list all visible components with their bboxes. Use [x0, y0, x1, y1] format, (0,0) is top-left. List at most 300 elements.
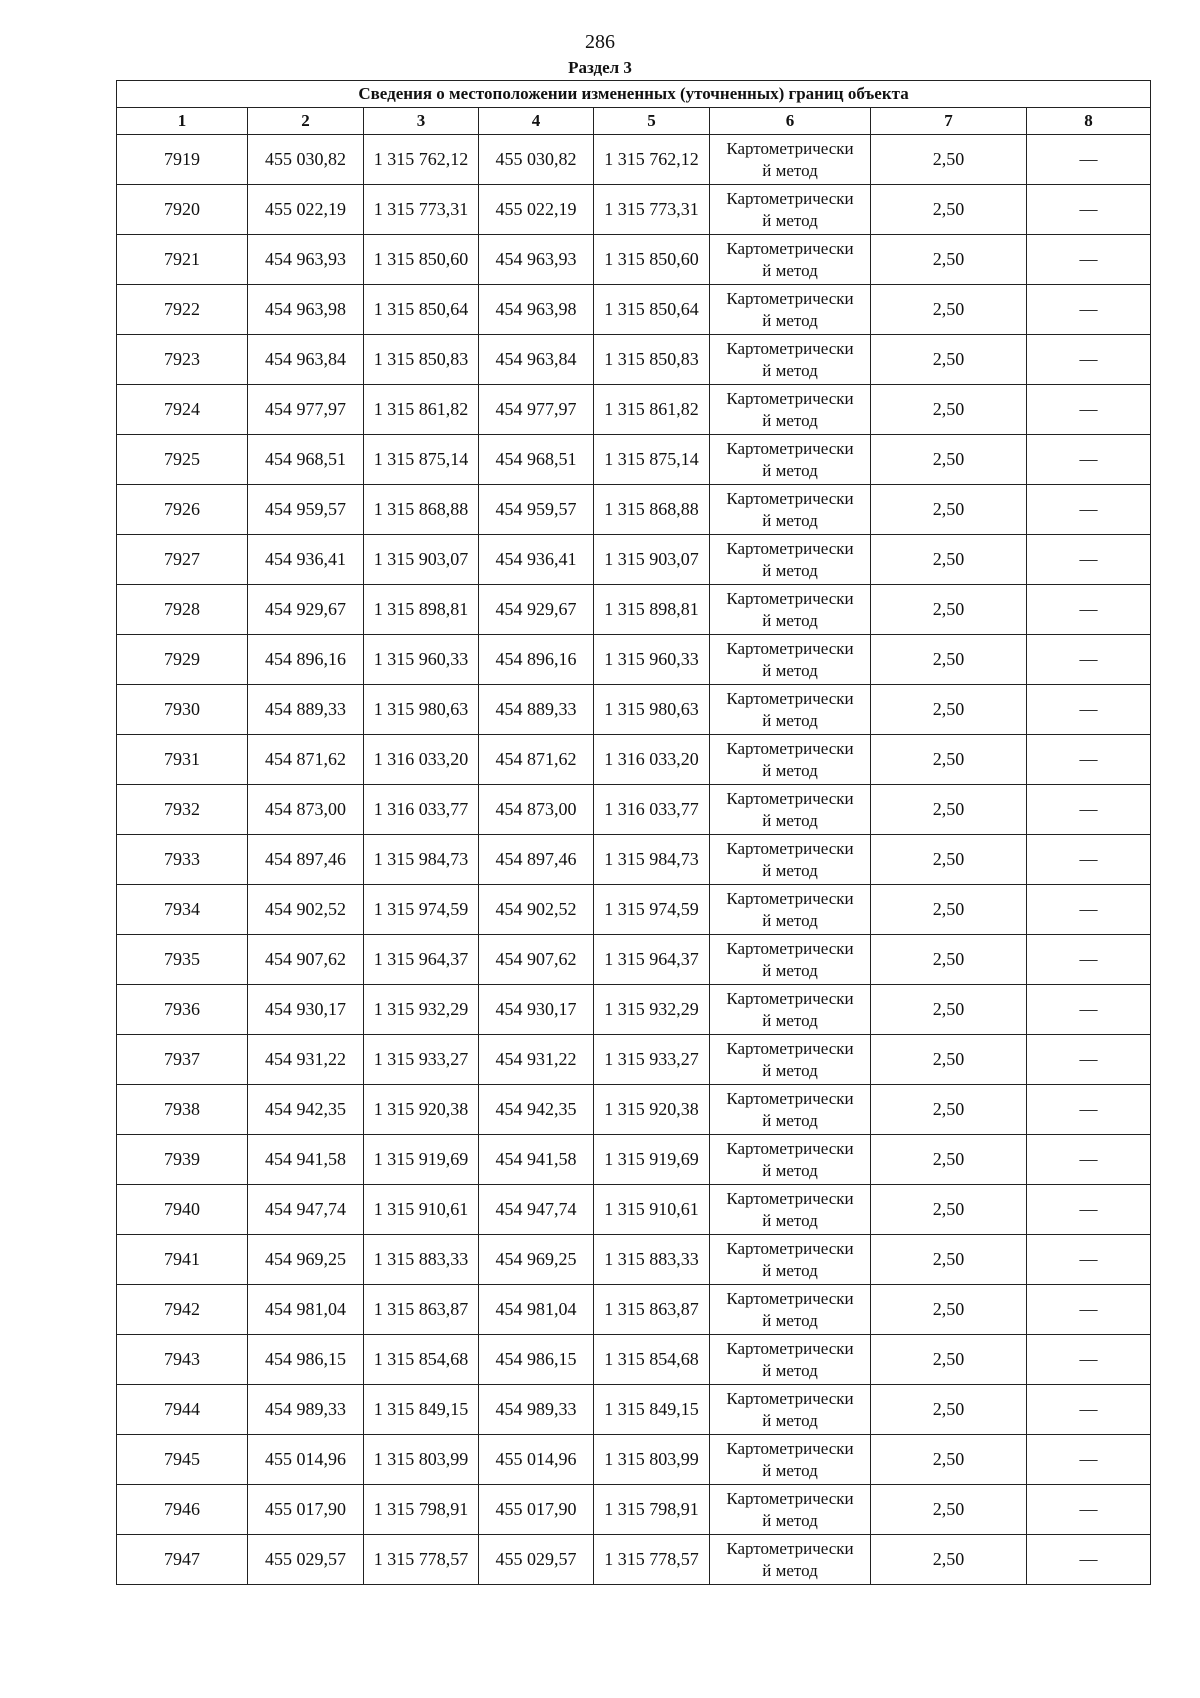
note-cell: — [1027, 1135, 1151, 1185]
y-existing-cell: 1 315 919,69 [364, 1135, 479, 1185]
accuracy-cell: 2,50 [871, 635, 1027, 685]
y-existing-cell: 1 315 875,14 [364, 435, 479, 485]
method-line-1: Картометрически [726, 1538, 854, 1558]
method-line-2: й метод [762, 710, 818, 730]
method-line-1: Картометрически [726, 688, 854, 708]
table-row [117, 735, 1151, 785]
x-existing-cell: 454 936,41 [248, 535, 364, 585]
x-existing-cell: 455 017,90 [248, 1485, 364, 1535]
y-refined-cell: 1 315 762,12 [594, 135, 710, 185]
accuracy-cell: 2,50 [871, 335, 1027, 385]
method-line-2: й метод [762, 1060, 818, 1080]
y-existing-cell: 1 315 798,91 [364, 1485, 479, 1535]
x-existing-cell: 454 963,84 [248, 335, 364, 385]
x-existing-cell: 454 873,00 [248, 785, 364, 835]
column-header-6: 6 [710, 108, 871, 135]
method-line-1: Картометрически [726, 1388, 854, 1408]
y-refined-cell: 1 315 919,69 [594, 1135, 710, 1185]
y-existing-cell: 1 315 898,81 [364, 585, 479, 635]
point-number-cell: 7919 [117, 135, 248, 185]
x-refined-cell: 454 896,16 [479, 635, 594, 685]
note-cell: — [1027, 885, 1151, 935]
method-line-2: й метод [762, 1460, 818, 1480]
y-refined-cell: 1 315 980,63 [594, 685, 710, 735]
note-cell: — [1027, 485, 1151, 535]
accuracy-cell: 2,50 [871, 585, 1027, 635]
method-cell [710, 1135, 871, 1185]
x-refined-cell: 454 977,97 [479, 385, 594, 435]
y-refined-cell: 1 315 854,68 [594, 1335, 710, 1385]
method-line-1: Картометрически [726, 838, 854, 858]
x-existing-cell: 454 947,74 [248, 1185, 364, 1235]
x-existing-cell: 454 902,52 [248, 885, 364, 935]
table-row [117, 435, 1151, 485]
x-refined-cell: 454 963,84 [479, 335, 594, 385]
x-refined-cell: 455 014,96 [479, 1435, 594, 1485]
x-existing-cell: 455 014,96 [248, 1435, 364, 1485]
note-cell: — [1027, 435, 1151, 485]
table-row [117, 485, 1151, 535]
note-cell: — [1027, 635, 1151, 685]
point-number-cell: 7931 [117, 735, 248, 785]
table-row [117, 935, 1151, 985]
table-row [117, 235, 1151, 285]
method-line-1: Картометрически [726, 988, 854, 1008]
y-existing-cell: 1 315 773,31 [364, 185, 479, 235]
point-number-cell: 7947 [117, 1535, 248, 1585]
point-number-cell: 7928 [117, 585, 248, 635]
accuracy-cell: 2,50 [871, 535, 1027, 585]
point-number-cell: 7944 [117, 1385, 248, 1435]
point-number-cell: 7922 [117, 285, 248, 335]
accuracy-cell: 2,50 [871, 485, 1027, 535]
y-existing-cell: 1 315 883,33 [364, 1235, 479, 1285]
y-existing-cell: 1 315 980,63 [364, 685, 479, 735]
note-cell: — [1027, 1335, 1151, 1385]
note-cell: — [1027, 1435, 1151, 1485]
method-line-1: Картометрически [726, 1138, 854, 1158]
y-existing-cell: 1 315 861,82 [364, 385, 479, 435]
method-line-1: Картометрически [726, 188, 854, 208]
table-row [117, 835, 1151, 885]
accuracy-cell: 2,50 [871, 1285, 1027, 1335]
method-cell [710, 585, 871, 635]
method-line-2: й метод [762, 510, 818, 530]
table-row [117, 1135, 1151, 1185]
column-header-7: 7 [871, 108, 1027, 135]
method-line-2: й метод [762, 310, 818, 330]
method-cell [710, 135, 871, 185]
table-row [117, 885, 1151, 935]
note-cell: — [1027, 335, 1151, 385]
point-number-cell: 7925 [117, 435, 248, 485]
method-line-2: й метод [762, 660, 818, 680]
x-refined-cell: 455 022,19 [479, 185, 594, 235]
x-refined-cell: 454 969,25 [479, 1235, 594, 1285]
x-refined-cell: 454 941,58 [479, 1135, 594, 1185]
x-refined-cell: 454 963,98 [479, 285, 594, 335]
method-line-1: Картометрически [726, 638, 854, 658]
y-refined-cell: 1 315 863,87 [594, 1285, 710, 1335]
method-cell [710, 1385, 871, 1435]
note-cell: — [1027, 735, 1151, 785]
method-line-2: й метод [762, 410, 818, 430]
accuracy-cell: 2,50 [871, 1335, 1027, 1385]
accuracy-cell: 2,50 [871, 185, 1027, 235]
y-refined-cell: 1 315 932,29 [594, 985, 710, 1035]
y-existing-cell: 1 315 850,60 [364, 235, 479, 285]
x-existing-cell: 454 981,04 [248, 1285, 364, 1335]
x-existing-cell: 454 941,58 [248, 1135, 364, 1185]
method-line-2: й метод [762, 1260, 818, 1280]
method-line-2: й метод [762, 1110, 818, 1130]
method-line-2: й метод [762, 460, 818, 480]
y-existing-cell: 1 315 964,37 [364, 935, 479, 985]
x-refined-cell: 454 936,41 [479, 535, 594, 585]
note-cell: — [1027, 1485, 1151, 1535]
table-row [117, 635, 1151, 685]
x-refined-cell: 454 981,04 [479, 1285, 594, 1335]
y-refined-cell: 1 315 778,57 [594, 1535, 710, 1585]
accuracy-cell: 2,50 [871, 935, 1027, 985]
method-line-2: й метод [762, 910, 818, 930]
note-cell: — [1027, 985, 1151, 1035]
method-cell [710, 1085, 871, 1135]
table-row [117, 685, 1151, 735]
table-row [117, 135, 1151, 185]
x-refined-cell: 454 889,33 [479, 685, 594, 735]
method-line-1: Картометрически [726, 138, 854, 158]
table-row [117, 985, 1151, 1035]
note-cell: — [1027, 385, 1151, 435]
accuracy-cell: 2,50 [871, 1485, 1027, 1535]
accuracy-cell: 2,50 [871, 1535, 1027, 1585]
method-cell [710, 1435, 871, 1485]
x-existing-cell: 454 930,17 [248, 985, 364, 1035]
table-row [117, 1085, 1151, 1135]
accuracy-cell: 2,50 [871, 1035, 1027, 1085]
method-cell [710, 885, 871, 935]
x-refined-cell: 454 989,33 [479, 1385, 594, 1435]
accuracy-cell: 2,50 [871, 1135, 1027, 1185]
method-cell [710, 785, 871, 835]
y-existing-cell: 1 315 849,15 [364, 1385, 479, 1435]
x-refined-cell: 454 873,00 [479, 785, 594, 835]
y-existing-cell: 1 315 910,61 [364, 1185, 479, 1235]
method-line-2: й метод [762, 760, 818, 780]
table-row [117, 1235, 1151, 1285]
x-existing-cell: 455 022,19 [248, 185, 364, 235]
method-cell [710, 1535, 871, 1585]
y-refined-cell: 1 315 903,07 [594, 535, 710, 585]
table-row [117, 1385, 1151, 1435]
table-row [117, 1535, 1151, 1585]
method-line-2: й метод [762, 1310, 818, 1330]
note-cell: — [1027, 185, 1151, 235]
x-existing-cell: 454 897,46 [248, 835, 364, 885]
method-line-2: й метод [762, 860, 818, 880]
x-existing-cell: 454 907,62 [248, 935, 364, 985]
method-line-1: Картометрически [726, 1188, 854, 1208]
y-existing-cell: 1 316 033,77 [364, 785, 479, 835]
note-cell: — [1027, 135, 1151, 185]
accuracy-cell: 2,50 [871, 1235, 1027, 1285]
point-number-cell: 7932 [117, 785, 248, 835]
point-number-cell: 7937 [117, 1035, 248, 1085]
table-caption: Сведения о местоположении измененных (уточненных) границ объекта [117, 81, 1151, 108]
accuracy-cell: 2,50 [871, 1185, 1027, 1235]
method-line-2: й метод [762, 260, 818, 280]
accuracy-cell: 2,50 [871, 685, 1027, 735]
method-line-2: й метод [762, 360, 818, 380]
table-row [117, 1335, 1151, 1385]
method-line-1: Картометрически [726, 388, 854, 408]
method-line-1: Картометрически [726, 438, 854, 458]
method-cell [710, 1335, 871, 1385]
method-line-2: й метод [762, 1160, 818, 1180]
y-refined-cell: 1 316 033,20 [594, 735, 710, 785]
y-existing-cell: 1 315 984,73 [364, 835, 479, 885]
method-cell [710, 985, 871, 1035]
y-refined-cell: 1 315 850,60 [594, 235, 710, 285]
method-line-1: Картометрически [726, 1238, 854, 1258]
point-number-cell: 7921 [117, 235, 248, 285]
section-title: Раздел 3 [568, 58, 632, 77]
method-line-2: й метод [762, 810, 818, 830]
y-refined-cell: 1 315 933,27 [594, 1035, 710, 1085]
x-refined-cell: 454 942,35 [479, 1085, 594, 1135]
x-existing-cell: 455 030,82 [248, 135, 364, 185]
note-cell: — [1027, 1035, 1151, 1085]
method-cell [710, 385, 871, 435]
column-header-2: 2 [248, 108, 364, 135]
method-cell [710, 935, 871, 985]
y-existing-cell: 1 315 762,12 [364, 135, 479, 185]
y-existing-cell: 1 315 932,29 [364, 985, 479, 1035]
y-existing-cell: 1 315 974,59 [364, 885, 479, 935]
table-row [117, 1035, 1151, 1085]
y-existing-cell: 1 315 903,07 [364, 535, 479, 585]
x-refined-cell: 454 902,52 [479, 885, 594, 935]
y-existing-cell: 1 315 803,99 [364, 1435, 479, 1485]
note-cell: — [1027, 535, 1151, 585]
point-number-cell: 7939 [117, 1135, 248, 1185]
note-cell: — [1027, 1385, 1151, 1435]
x-existing-cell: 454 929,67 [248, 585, 364, 635]
accuracy-cell: 2,50 [871, 285, 1027, 335]
method-cell [710, 335, 871, 385]
point-number-cell: 7945 [117, 1435, 248, 1485]
x-refined-cell: 454 930,17 [479, 985, 594, 1035]
method-cell [710, 535, 871, 585]
y-existing-cell: 1 315 868,88 [364, 485, 479, 535]
method-line-1: Картометрически [726, 588, 854, 608]
accuracy-cell: 2,50 [871, 385, 1027, 435]
method-cell [710, 635, 871, 685]
x-existing-cell: 454 931,22 [248, 1035, 364, 1085]
accuracy-cell: 2,50 [871, 985, 1027, 1035]
accuracy-cell: 2,50 [871, 435, 1027, 485]
note-cell: — [1027, 285, 1151, 335]
table-row [117, 1185, 1151, 1235]
table-row [117, 535, 1151, 585]
method-cell [710, 685, 871, 735]
method-cell [710, 1235, 871, 1285]
method-cell [710, 185, 871, 235]
point-number-cell: 7943 [117, 1335, 248, 1385]
page-number: 286 [585, 31, 615, 53]
method-cell [710, 435, 871, 485]
y-existing-cell: 1 315 854,68 [364, 1335, 479, 1385]
boundary-coordinates-table [116, 80, 1151, 1585]
y-existing-cell: 1 315 960,33 [364, 635, 479, 685]
note-cell: — [1027, 1535, 1151, 1585]
method-line-1: Картометрически [726, 788, 854, 808]
method-line-1: Картометрически [726, 888, 854, 908]
x-refined-cell: 454 871,62 [479, 735, 594, 785]
x-existing-cell: 454 986,15 [248, 1335, 364, 1385]
method-line-2: й метод [762, 1410, 818, 1430]
x-existing-cell: 454 889,33 [248, 685, 364, 735]
column-header-3: 3 [364, 108, 479, 135]
y-refined-cell: 1 315 773,31 [594, 185, 710, 235]
y-existing-cell: 1 315 863,87 [364, 1285, 479, 1335]
point-number-cell: 7920 [117, 185, 248, 235]
method-line-1: Картометрически [726, 338, 854, 358]
point-number-cell: 7946 [117, 1485, 248, 1535]
note-cell: — [1027, 1285, 1151, 1335]
point-number-cell: 7940 [117, 1185, 248, 1235]
y-refined-cell: 1 315 850,64 [594, 285, 710, 335]
x-refined-cell: 454 986,15 [479, 1335, 594, 1385]
point-number-cell: 7923 [117, 335, 248, 385]
y-refined-cell: 1 315 803,99 [594, 1435, 710, 1485]
x-refined-cell: 455 029,57 [479, 1535, 594, 1585]
x-refined-cell: 455 017,90 [479, 1485, 594, 1535]
method-cell [710, 735, 871, 785]
column-header-5: 5 [594, 108, 710, 135]
method-line-1: Картометрически [726, 1088, 854, 1108]
method-line-1: Картометрически [726, 1338, 854, 1358]
accuracy-cell: 2,50 [871, 235, 1027, 285]
x-existing-cell: 454 963,98 [248, 285, 364, 335]
x-refined-cell: 455 030,82 [479, 135, 594, 185]
point-number-cell: 7938 [117, 1085, 248, 1135]
method-cell [710, 1185, 871, 1235]
table-row [117, 1285, 1151, 1335]
x-refined-cell: 454 907,62 [479, 935, 594, 985]
x-refined-cell: 454 947,74 [479, 1185, 594, 1235]
x-refined-cell: 454 963,93 [479, 235, 594, 285]
method-line-1: Картометрически [726, 1038, 854, 1058]
table-row [117, 1485, 1151, 1535]
x-refined-cell: 454 929,67 [479, 585, 594, 635]
point-number-cell: 7927 [117, 535, 248, 585]
accuracy-cell: 2,50 [871, 1085, 1027, 1135]
x-existing-cell: 454 896,16 [248, 635, 364, 685]
point-number-cell: 7935 [117, 935, 248, 985]
note-cell: — [1027, 785, 1151, 835]
point-number-cell: 7941 [117, 1235, 248, 1285]
x-refined-cell: 454 931,22 [479, 1035, 594, 1085]
table-row [117, 785, 1151, 835]
note-cell: — [1027, 235, 1151, 285]
column-header-8: 8 [1027, 108, 1151, 135]
column-header-1: 1 [117, 108, 248, 135]
accuracy-cell: 2,50 [871, 835, 1027, 885]
y-refined-cell: 1 315 960,33 [594, 635, 710, 685]
y-existing-cell: 1 315 850,83 [364, 335, 479, 385]
method-line-2: й метод [762, 210, 818, 230]
method-line-2: й метод [762, 960, 818, 980]
y-refined-cell: 1 315 798,91 [594, 1485, 710, 1535]
accuracy-cell: 2,50 [871, 1435, 1027, 1485]
point-number-cell: 7926 [117, 485, 248, 535]
accuracy-cell: 2,50 [871, 1385, 1027, 1435]
y-refined-cell: 1 315 868,88 [594, 485, 710, 535]
method-cell [710, 1285, 871, 1335]
method-cell [710, 485, 871, 535]
y-existing-cell: 1 316 033,20 [364, 735, 479, 785]
x-existing-cell: 454 969,25 [248, 1235, 364, 1285]
table-row [117, 385, 1151, 435]
method-line-1: Картометрически [726, 488, 854, 508]
method-line-1: Картометрически [726, 1438, 854, 1458]
x-existing-cell: 454 968,51 [248, 435, 364, 485]
x-existing-cell: 454 963,93 [248, 235, 364, 285]
x-existing-cell: 455 029,57 [248, 1535, 364, 1585]
y-refined-cell: 1 316 033,77 [594, 785, 710, 835]
table-row [117, 185, 1151, 235]
method-line-2: й метод [762, 610, 818, 630]
y-refined-cell: 1 315 974,59 [594, 885, 710, 935]
table-body [117, 135, 1151, 1585]
method-cell [710, 285, 871, 335]
y-refined-cell: 1 315 883,33 [594, 1235, 710, 1285]
point-number-cell: 7929 [117, 635, 248, 685]
point-number-cell: 7933 [117, 835, 248, 885]
method-line-2: й метод [762, 1210, 818, 1230]
x-existing-cell: 454 942,35 [248, 1085, 364, 1135]
y-existing-cell: 1 315 920,38 [364, 1085, 479, 1135]
table-row [117, 585, 1151, 635]
method-line-1: Картометрически [726, 238, 854, 258]
method-line-1: Картометрически [726, 538, 854, 558]
method-line-1: Картометрически [726, 1288, 854, 1308]
y-refined-cell: 1 315 849,15 [594, 1385, 710, 1435]
x-existing-cell: 454 959,57 [248, 485, 364, 535]
method-line-1: Картометрически [726, 1488, 854, 1508]
accuracy-cell: 2,50 [871, 735, 1027, 785]
y-refined-cell: 1 315 964,37 [594, 935, 710, 985]
method-line-1: Картометрически [726, 738, 854, 758]
x-refined-cell: 454 968,51 [479, 435, 594, 485]
note-cell: — [1027, 1085, 1151, 1135]
x-existing-cell: 454 977,97 [248, 385, 364, 435]
y-refined-cell: 1 315 898,81 [594, 585, 710, 635]
y-refined-cell: 1 315 875,14 [594, 435, 710, 485]
point-number-cell: 7930 [117, 685, 248, 735]
table-row [117, 285, 1151, 335]
note-cell: — [1027, 685, 1151, 735]
y-existing-cell: 1 315 933,27 [364, 1035, 479, 1085]
point-number-cell: 7936 [117, 985, 248, 1035]
method-line-2: й метод [762, 1010, 818, 1030]
y-refined-cell: 1 315 850,83 [594, 335, 710, 385]
method-line-2: й метод [762, 1510, 818, 1530]
method-line-2: й метод [762, 1560, 818, 1580]
note-cell: — [1027, 585, 1151, 635]
